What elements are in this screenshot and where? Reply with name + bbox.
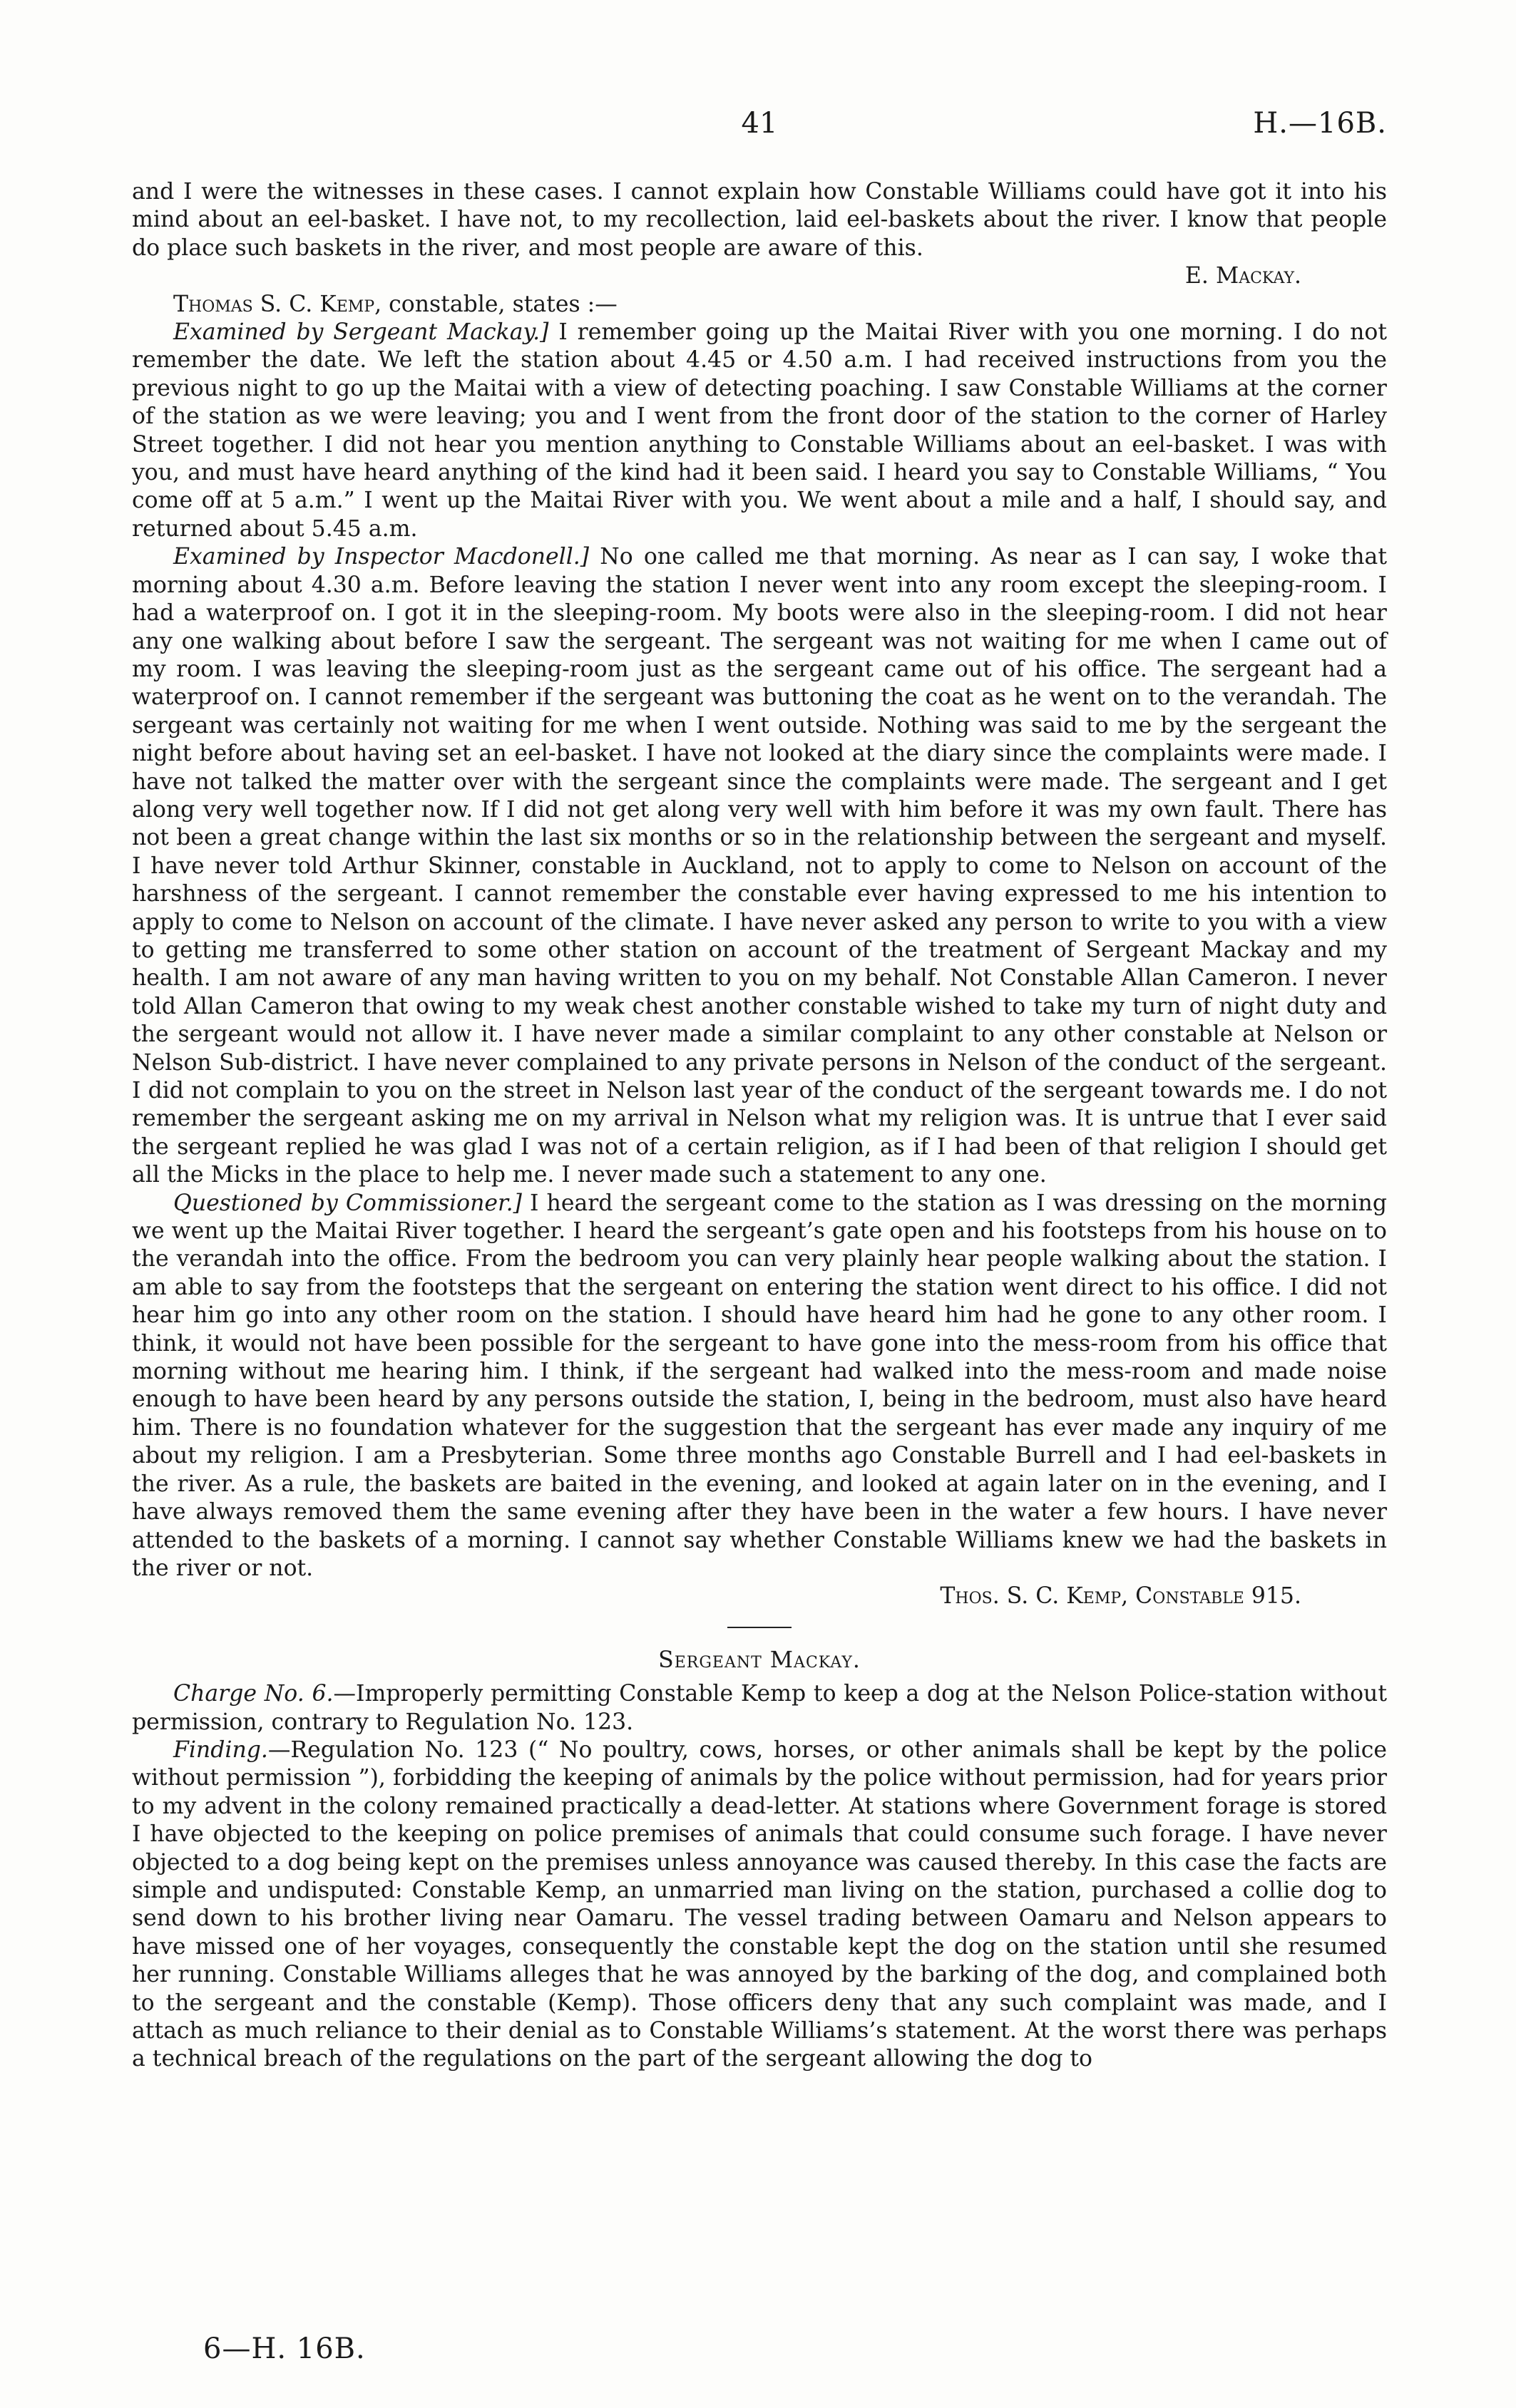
section-divider <box>727 1627 792 1628</box>
charge-label: Charge No. 6. <box>173 1681 334 1707</box>
examination-label-1: Examined by Sergeant Mackay.] <box>173 319 549 346</box>
document-reference: H.—16B. <box>1253 107 1387 140</box>
examination-paragraph-2 <box>132 543 1387 1189</box>
examination-label-3: Questioned by Commissioner.] <box>173 1190 522 1216</box>
finding-label: Finding. <box>173 1736 268 1763</box>
page-number: 41 <box>741 107 778 140</box>
examination-text-3: I heard the sergeant come to the station as I was dressing on the morning we went up the Maitai River together. I heard the sergeant’s gate open and his footsteps from his house on to the verandah into the office. From the bedroom you can very plainly hear people walking about the station. I am able to say from the footsteps that the sergeant on entering the station went direct to his office. I did not hear him go into any other room on the station. I should have heard him had he gone to any other room. I think, it would not have been possible for the sergeant to have gone into the mess-room from his office that morning without me hearing him. I think, if the sergeant had walked into the mess-room and made noise enough to have been heard by any persons outside the station, I, being in the bedroom, must also have heard him. There is no foundation whatever for the suggestion that the sergeant has ever made any inquiry of me about my religion. I am a Presbyterian. Some three months ago Constable Burrell and I had eel-baskets in the river. As a rule, the baskets are baited in the evening, and looked at again later on in the evening, and I have always removed them the same evening after they have been in the water a few hours. I have never attended to the baskets of a morning. I cannot say whether Constable Williams knew we had the baskets in the river or not. <box>132 1190 1388 1581</box>
witness-intro-rest: , constable, states :— <box>374 291 618 317</box>
section-heading: Sergeant Mackay. <box>658 1647 861 1673</box>
charge-paragraph <box>132 1680 1387 1736</box>
page-header <box>132 107 1387 157</box>
examination-text-2: No one called me that morning. As near as I can say, I woke that morning about 4.30 a.m. Before leaving the station I never went into any room except the sleeping-room. I had a waterproof on. I got it in the sleeping-room. My boots were also in the sleeping-room. I did not hear any one walking about before I saw the sergeant. The sergeant was not waiting for me when I came out of my room. I was leaving the sleeping-room just as the sergeant came out of his office. The sergeant had a waterproof on. I cannot remember if the sergeant was buttoning the coat as he went on to the verandah. The sergeant was certainly not waiting for me when I went outside. Nothing was said to me by the sergeant the night before about having set an eel-basket. I have not looked at the diary since the complaints were made. I have not talked the matter over with the sergeant since the complaints were made. The sergeant and I get along very well together now. If I did not get along very well with him before it was my own fault. There has not been a great change within the last six months or so in the relationship between the sergeant and myself. I have never told Arthur Skinner, constable in Auckland, not to apply to come to Nelson on account of the harshness of the sergeant. I cannot remember the constable ever having expressed to me his intention to apply to come to Nelson on account of the climate. I have never asked any person to write to you with a view to getting me transferred to some other station on account of the treatment of Sergeant Mackay and my health. I am not aware of any man having written to you on my behalf. Not Constable Allan Cameron. I never told Allan Cameron that owing to my weak chest another constable wished to take my turn of night duty and the sergeant would not allow it. I have never made a similar complaint to any other constable at Nelson or Nelson Sub-district. I have never complained to any private persons in Nelson of the conduct of the sergeant. I did not complain to you on the street in Nelson last year of the conduct of the sergeant towards me. I do not remember the sergeant asking me on my arrival in Nelson what my religion was. It is untrue that I ever said the sergeant replied he was glad I was not of a certain religion, as if I had been of that religion I should get all the Micks in the place to help me. I never made such a statement to any one. <box>132 544 1387 1188</box>
examination-text-1: I remember going up the Maitai River with you one morning. I do not remember the date. We left the station about 4.45 or 4.50 a.m. I had received instructions from you the previous night to go up the Maitai with a view of detecting poaching. I saw Constable Williams at the corner of the station as we were leaving; you and I went from the front door of the station to the corner of Harley Street together. I did not hear you mention anything to Constable Williams about an eel-basket. I was with you, and must have heard anything of the kind had it been said. I heard you say to Constable Williams, “ You come off at 5 a.m.” I went up the Maitai River with you. We went about a mile and a half, I should say, and returned about 5.45 a.m. <box>132 319 1388 542</box>
witness-intro <box>132 291 1387 319</box>
examination-label-2: Examined by Inspector Macdonell.] <box>173 544 590 570</box>
signature-mark: 6—H. 16B. <box>203 2332 366 2365</box>
signature-mackay: E. Mackay. <box>1184 263 1301 289</box>
examination-paragraph-3 <box>132 1190 1387 1583</box>
finding-paragraph <box>132 1736 1387 2074</box>
finding-text: —Regulation No. 123 (“ No poultry, cows, horses, or other animals shall be kept by the police without permission ”), forbidding the keeping of animals by the police without permission, had for years prior to my advent in the colony remained practically a dead-letter. At stations where Government forage is stored I have objected to the keeping on police premises of animals that could consume such forage. I have never objected to a dog being kept on the premises unless annoyance was caused thereby. In this case the facts are simple and undisputed: Constable Kemp, an unmarried man living on the station, purchased a collie dog to send down to his brother living near Oamaru. The vessel trading between Oamaru and Nelson appears to have missed one of her voyages, consequently the constable kept the dog on the station until she resumed her running. Constable Williams alleges that he was annoyed by the barking of the dog, and complained both to the sergeant and the constable (Kemp). Those officers deny that any such complaint was made, and I attach as much reliance to their denial as to Constable Williams’s statement. At the worst there was perhaps a technical breach of the regulations on the part of the sergeant allowing the dog to <box>132 1736 1387 2072</box>
document-body <box>132 178 1387 2074</box>
charge-text: —Improperly permitting Constable Kemp to keep a dog at the Nelson Police-station without permission, contrary to Regulation No. 123. <box>132 1681 1387 1735</box>
examination-paragraph-1 <box>132 319 1387 543</box>
witness-name: Thomas S. C. Kemp <box>173 291 375 317</box>
intro-paragraph: and I were the witnesses in these cases. I cannot explain how Constable Williams could have got it into his mind about an eel-basket. I have not, to my recollection, laid eel-baskets about the river. I know that people do place such baskets in the river, and most people are aware of this. <box>132 179 1387 261</box>
signature-kemp: Thos. S. C. Kemp, Constable 915. <box>940 1583 1301 1610</box>
